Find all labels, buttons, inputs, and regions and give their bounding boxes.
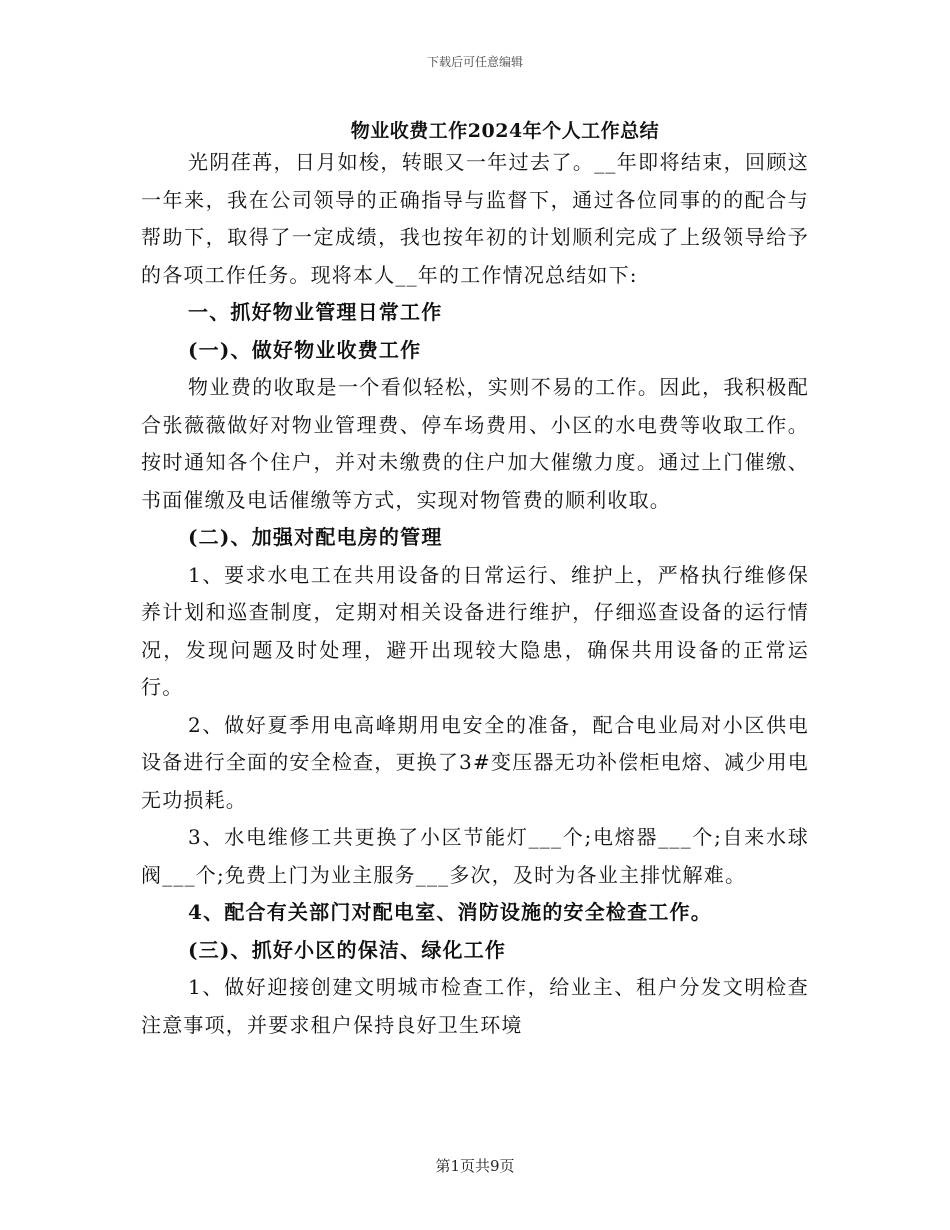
safety-check-heading: 4、配合有关部门对配电室、消防设施的安全检查工作。 (188, 900, 712, 924)
subsection-heading-2: (二)、加强对配电房的管理 (188, 525, 443, 549)
document-body (141, 144, 809, 1044)
page-footer: 第1页共9页 (435, 1157, 515, 1175)
maintenance-paragraph-2: 2、做好夏季用电高峰期用电安全的准备，配合电业局对小区供电设备进行全面的安全检查，更换了3#变压器无功补偿柜电熔、减少用电无功损耗。 (141, 712, 809, 812)
maintenance-paragraph-1: 1、要求水电工在共用设备的日常运行、维护上，严格执行维修保养计划和巡查制度，定期对相关设备进行维护，仔细巡查设备的运行情况，发现问题及时处理，避开出现较大隐患，确保共用设备的正常运行。 (141, 562, 809, 699)
intro-paragraph: 光阴荏苒，日月如梭，转眼又一年过去了。__年即将结束，回顾这一年来，我在公司领导的正确指导与监督下，通过各位同事的的配合与帮助下，取得了一定成绩，我也按年初的计划顺利完成了上级领导给予的各项工作任务。现将本人__年的工作情况总结如下: (141, 150, 809, 287)
subsection-heading-3: (三)、抓好小区的保洁、绿化工作 (188, 937, 507, 962)
cleaning-paragraph-1: 1、做好迎接创建文明城市检查工作，给业主、租户分发文明检查注意事项，并要求租户保持良好卫生环境 (141, 975, 809, 1037)
section-heading-1: 一、抓好物业管理日常工作 (188, 300, 443, 324)
header-note: 下载后可任意编辑 (426, 55, 523, 69)
document-title: 物业收费工作2024年个人工作总结 (350, 120, 660, 142)
maintenance-paragraph-3: 3、水电维修工共更换了小区节能灯___个;电熔器___个;自来水球阀___个;免费上门为业主服务___多次，及时为各业主排忧解难。 (141, 825, 809, 887)
subsection-heading-1: (一)、做好物业收费工作 (188, 337, 422, 362)
fee-collection-paragraph: 物业费的收取是一个看似轻松，实则不易的工作。因此，我积极配合张薇薇做好对物业管理费、停车场费用、小区的水电费等收取工作。按时通知各个住户，并对未缴费的住户加大催缴力度。通过上门催缴、书面催缴及电话催缴等方式，实现对物管费的顺利收取。 (141, 375, 809, 512)
